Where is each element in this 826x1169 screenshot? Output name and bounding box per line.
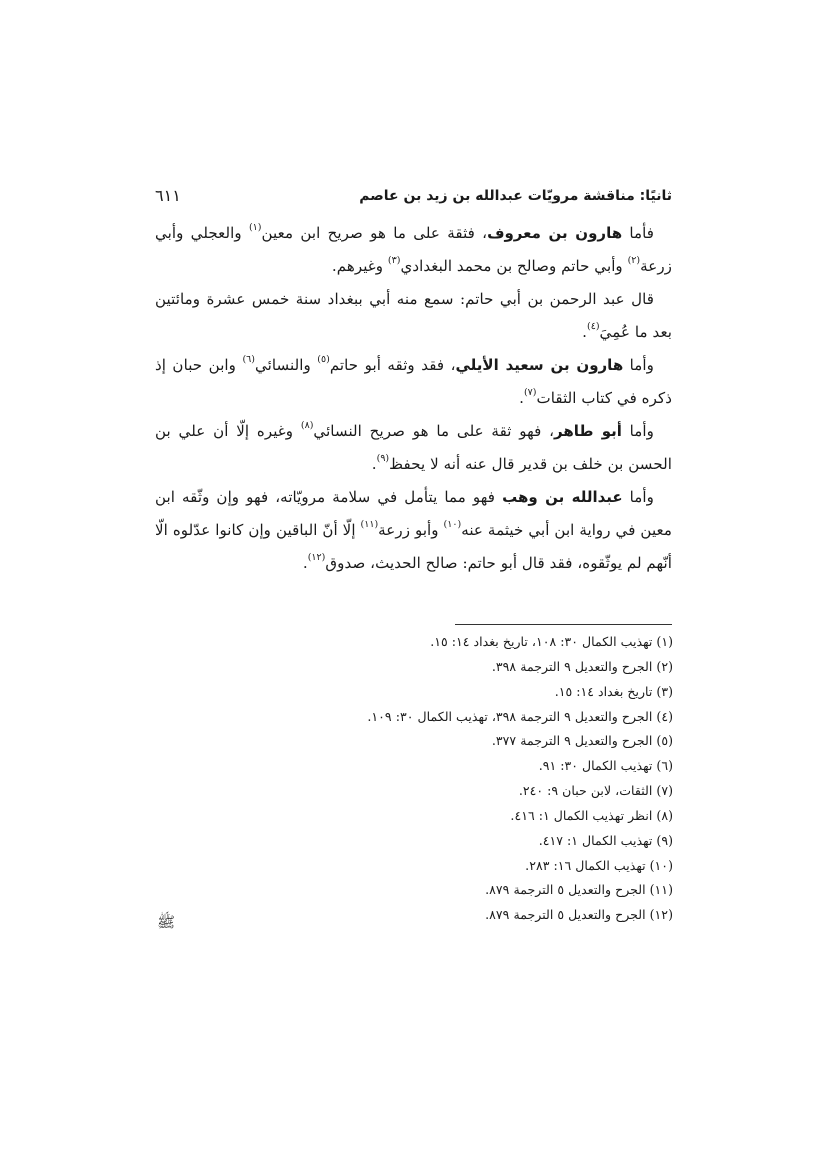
footnote-separator <box>455 624 672 625</box>
footnote: (٨) انظر تهذيب الكمال ١: ٤١٦. <box>510 807 673 823</box>
footnote: (٥) الجرح والتعديل ٩ الترجمة ٣٧٧. <box>491 733 673 749</box>
text-run: والنسائي <box>255 356 318 374</box>
text-run: . <box>519 389 524 407</box>
narrator-name: هارون بن معروف <box>487 224 623 242</box>
footnote: (١٢) الجرح والتعديل ٥ الترجمة ٨٧٩. <box>485 907 673 923</box>
footnote-ref: (٨) <box>300 419 314 431</box>
text-run: . <box>371 455 377 473</box>
footnote-ref: (١٠) <box>443 518 462 530</box>
text-run: وأبي حاتم وصالح بن محمد البغدادي <box>400 257 628 275</box>
footnote-ref: (١) <box>248 221 262 233</box>
footnote: (١٠) تهذيب الكمال ١٦: ٢٨٣. <box>525 857 673 873</box>
footnote-ref: (٣) <box>387 254 401 266</box>
footnote: (٤) الجرح والتعديل ٩ الترجمة ٣٩٨، تهذيب الكمال ٣٠: ١٠٩. <box>367 708 673 724</box>
paragraph <box>155 283 672 349</box>
footnotes <box>233 630 673 928</box>
footnote-ref: (٩) <box>376 452 390 464</box>
text-run: قال عبد الرحمن بن أبي حاتم: سمع منه أبي ببغداد سنة خمس عشرة ومائتين بعد ما عُمِيَ <box>155 290 672 341</box>
footnote: (٦) تهذيب الكمال ٣٠: ٩١. <box>538 758 673 774</box>
text-run: فهو مما يتأمل في سلامة مرويّاته، فهو وإن وثّقه ابن معين في رواية ابن أبي خيثمة عنه <box>155 488 672 539</box>
text-run: وابن حبان إذ ذكره في كتاب الثقات <box>155 356 672 407</box>
footnote: (٧) الثقات، لابن حبان ٩: ٢٤٠. <box>518 783 673 799</box>
paragraph <box>155 481 672 580</box>
footnote: (٩) تهذيب الكمال ١: ٤١٧. <box>538 832 673 848</box>
footnote-ref: (٧) <box>523 386 537 398</box>
text-run: . <box>302 554 308 572</box>
main-text <box>155 217 672 580</box>
paragraph <box>155 415 672 481</box>
text-run: وأبو زرعة <box>378 521 444 539</box>
narrator-name: هارون بن سعيد الأيلي <box>455 356 624 374</box>
footnote-ref: (١١) <box>360 518 379 530</box>
paragraph <box>155 349 672 415</box>
text-run: والعجلي وأبي زرعة <box>155 224 672 275</box>
text-run: وغيرهم. <box>331 257 388 275</box>
footnote: (٢) الجرح والتعديل ٩ الترجمة ٣٩٨. <box>491 658 673 674</box>
footnote: (١١) الجرح والتعديل ٥ الترجمة ٨٧٩. <box>485 882 673 898</box>
seal-glyph: ﷺ <box>157 913 176 931</box>
text-run: وأما <box>621 422 654 440</box>
footnote: (١) تهذيب الكمال ٣٠: ١٠٨، تاريخ بغداد ١٤: ١٥. <box>430 634 673 649</box>
footnote-ref: (٦) <box>242 353 255 365</box>
text-run: ، فثقة على ما هو صريح ابن معين <box>261 224 488 242</box>
running-header <box>155 186 672 210</box>
text-run: . <box>582 323 587 341</box>
text-run: ، فقد وثقه أبو حاتم <box>329 356 456 374</box>
text-run: فأما <box>622 224 655 242</box>
narrator-name: أبو طاهر <box>554 422 622 440</box>
footnote-ref: (٤) <box>587 320 600 332</box>
footnote-ref: (٥) <box>317 353 330 365</box>
text-run: وأما <box>622 488 654 506</box>
footnote: (٣) تاريخ بغداد ١٤: ١٥. <box>554 683 673 699</box>
text-run: ، فهو ثقة على ما هو صريح النسائي <box>313 422 555 440</box>
text-run: وأما <box>623 356 654 374</box>
text-run: إلّا أنّ الباقين وإن كانوا عدّلوه الّا أنّهم لم يوثّقوه، فقد قال أبو حاتم: صالح الحديث، صدوق <box>155 521 672 572</box>
text-run: وغيره إلّا أن علي بن الحسن بن خلف بن قدير قال عنه أنه لا يحفظ <box>155 422 672 473</box>
narrator-name: عبدالله بن وهب <box>502 488 623 506</box>
chapter-title: ثانيًا: مناقشة مرويّات عبدالله بن زيد بن عاصم <box>359 188 672 204</box>
footnote-ref: (١٢) <box>307 551 326 563</box>
footnote-ref: (٢) <box>627 254 641 266</box>
page-number: ٦١١ <box>155 186 181 205</box>
paragraph <box>155 217 672 283</box>
